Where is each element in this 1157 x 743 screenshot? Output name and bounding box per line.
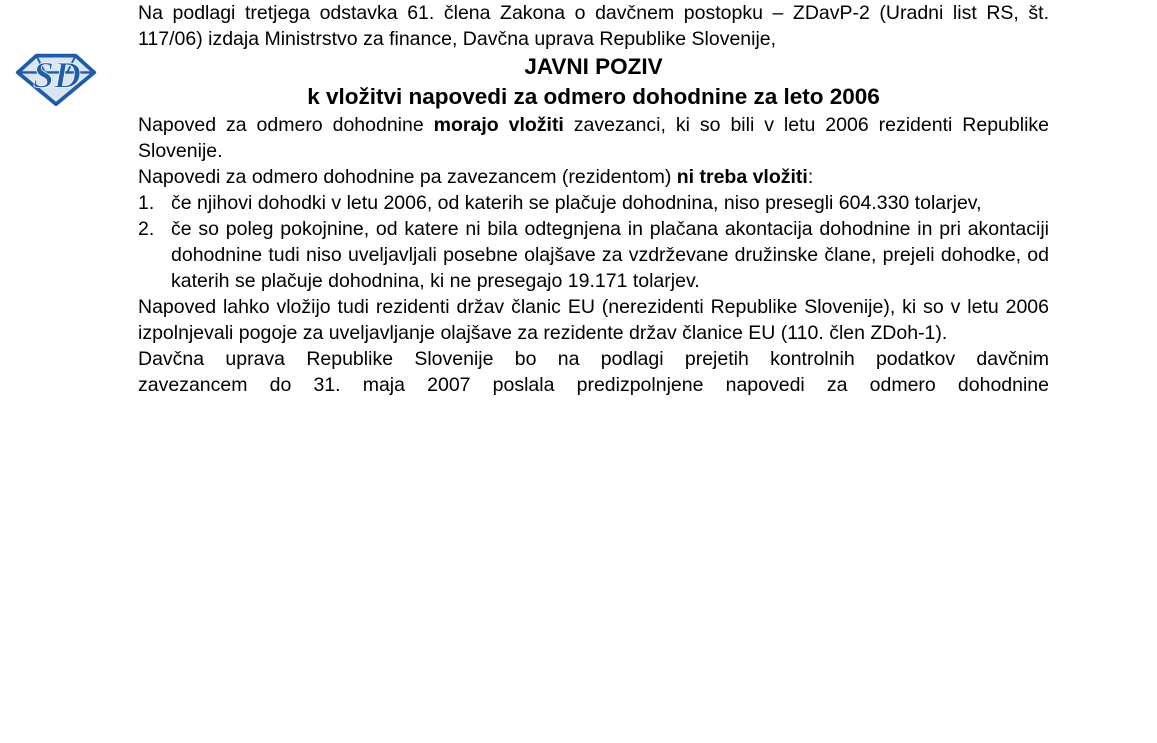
no-need-paragraph: [138, 164, 1049, 190]
exception-list: [138, 190, 1049, 294]
no-need-text-pre: Napovedi za odmero dohodnine pa zavezancem (rezidentom): [138, 166, 677, 188]
list-item: [138, 190, 1049, 216]
sd-diamond-logo: [14, 50, 98, 108]
intro-paragraph: Na podlagi tretjega odstavka 61. člena Zakona o davčnem postopku – ZDavP-2 (Uradni list RS, št. 117/06) izdaja Ministrstvo za finance, Davčna uprava Republike Slovenije,: [138, 2, 1049, 50]
closing-paragraph: [138, 346, 1049, 398]
list-item: [138, 216, 1049, 294]
must-file-paragraph: [138, 112, 1049, 164]
title-line-2: k vložitvi napovedi za odmero dohodnine za leto 2006: [307, 84, 880, 109]
list-item-text: če njihovi dohodki v letu 2006, od katerih se plačuje dohodnina, niso presegli 604.330 tolarjev,: [171, 192, 982, 214]
document-body: [138, 0, 1049, 398]
document-title: [138, 52, 1049, 112]
must-file-text-pre: Napoved za odmero dohodnine: [138, 114, 434, 136]
closing-line-1: Davčna uprava Republike Slovenije bo na podlagi prejetih kontrolnih podatkov davčnim: [138, 348, 1049, 370]
no-need-bold: ni treba vložiti: [676, 166, 808, 188]
title-line-1: JAVNI POZIV: [524, 54, 663, 79]
list-item-number: 1.: [138, 192, 155, 214]
no-need-text-post: :: [807, 166, 814, 188]
must-file-bold: morajo vložiti: [433, 114, 564, 136]
eu-residents-paragraph: Napoved lahko vložijo tudi rezidenti držav članic EU (nerezidenti Republike Slovenije), ki so v letu 2006 izpolnjevali pogoje za uveljavljanje olajšave za rezidente držav članice EU (110. člen ZDoh-1).: [138, 296, 1049, 344]
list-item-text: če so poleg pokojnine, od katere ni bila odtegnjena in plačana akontacija dohodnine in pri akontaciji dohodnine tudi niso uveljavljali posebne olajšave za vzdrževane družinske člane, prejeli dohodke, od katerih se plačuje dohodnina, ki ne presegajo 19.171 tolarjev.: [171, 218, 1049, 292]
closing-line-2-clipped: zavezancem do 31. maja 2007 poslala predizpolnjene napovedi za odmero dohodnine: [138, 374, 1049, 396]
logo-letters: SD: [33, 55, 81, 97]
must-file-text-post: zavezanci, ki so bili v letu 2006 rezidenti Republike Slovenije.: [138, 114, 1049, 162]
list-item-number: 2.: [138, 218, 155, 240]
diamond-gem-icon: [14, 50, 98, 108]
